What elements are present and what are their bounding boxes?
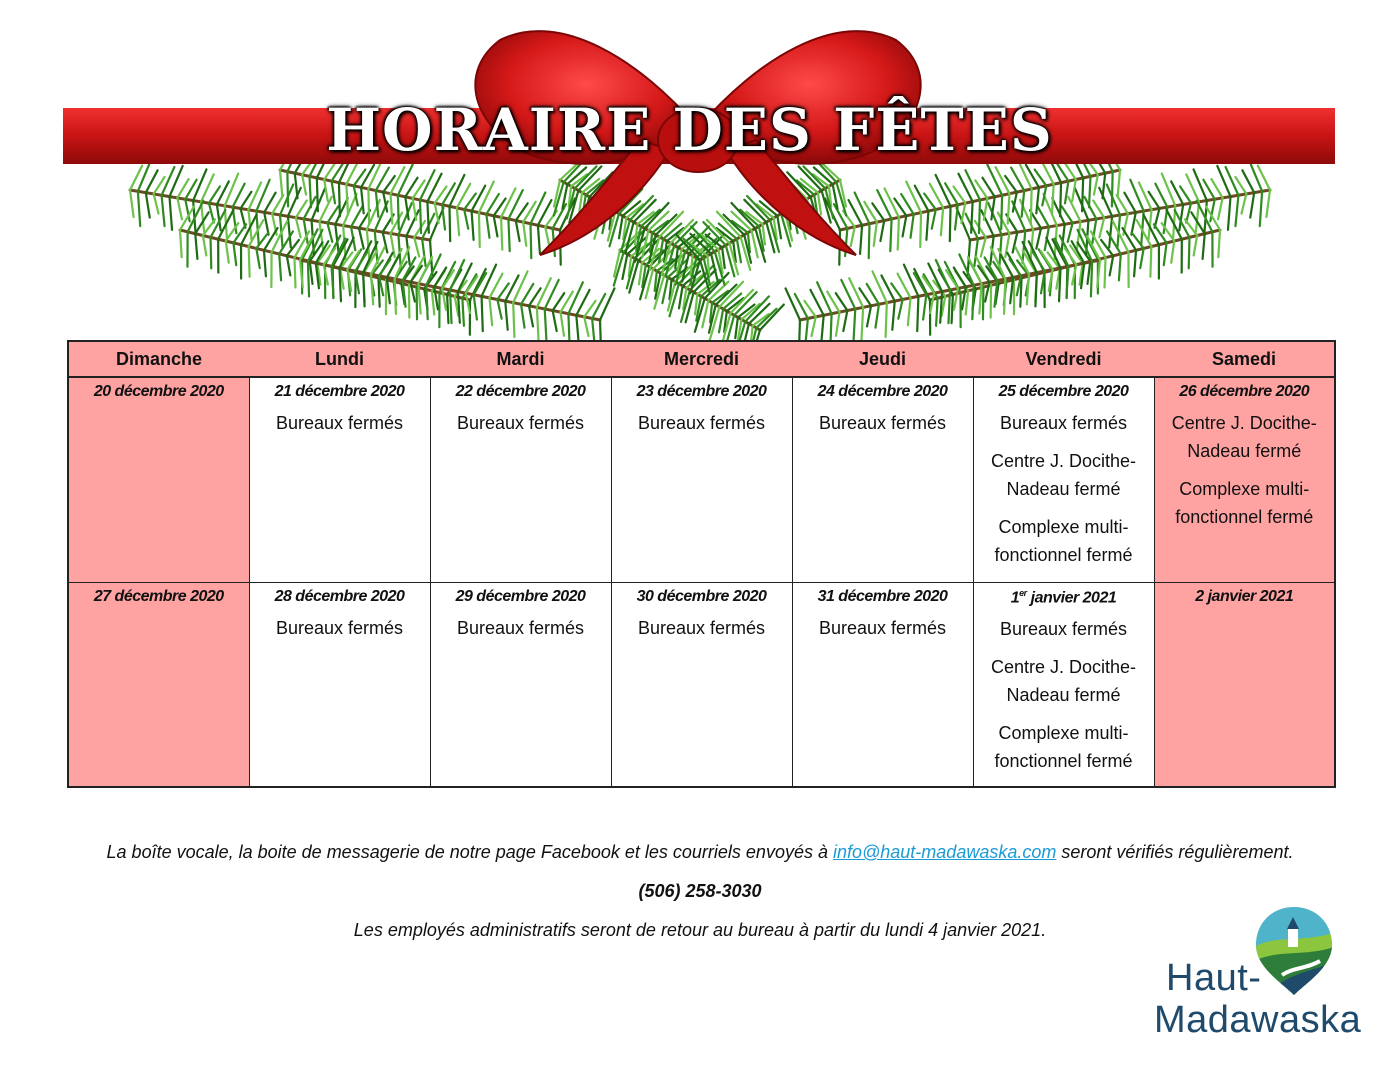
cell-date: 1er janvier 2021 (1010, 587, 1117, 606)
day-cell (249, 582, 430, 787)
page-title: HORAIRE DES FÊTES (326, 96, 1053, 164)
table-header-row (68, 341, 1335, 377)
closure-entry: Bureaux fermés (818, 413, 947, 434)
closure-entry: Bureaux fermés (818, 617, 947, 638)
day-cell (430, 377, 611, 582)
closure-entry: Complexe multi-fonctionnel fermé (1175, 479, 1314, 528)
closure-entry: Bureaux fermés (999, 413, 1128, 434)
holiday-banner (0, 0, 1397, 340)
closure-entry: Centre J. Docithe-Nadeau fermé (1171, 413, 1317, 462)
logo-text-line1: Haut- (1166, 957, 1262, 999)
phone-number: (506) 258-3030 (638, 881, 762, 901)
day-cell (1154, 377, 1335, 582)
cell-date: 28 décembre 2020 (274, 587, 405, 605)
cell-date: 22 décembre 2020 (455, 383, 586, 401)
notice-text: La boîte vocale, la boite de messagerie de notre page Facebook et les courriels envoyés à (106, 842, 833, 862)
logo-text-line2: Madawaska (1154, 999, 1362, 1041)
day-cell (611, 582, 792, 787)
day-cell (973, 582, 1154, 787)
notice-text-end: seront vérifiés régulièrement. (1056, 842, 1294, 862)
closure-entry: Bureaux fermés (456, 413, 585, 434)
closure-entry: Bureaux fermés (275, 413, 404, 434)
day-cell (792, 582, 973, 787)
closure-entry: Centre J. Docithe-Nadeau fermé (990, 656, 1137, 705)
day-cell (249, 377, 430, 582)
cell-date: 23 décembre 2020 (636, 383, 767, 401)
closure-entry: Complexe multi-fonctionnel fermé (994, 722, 1133, 771)
closure-entry: Complexe multi-fonctionnel fermé (994, 517, 1133, 566)
ribbon-bow-garland-image (0, 0, 1397, 340)
day-header-sunday: Dimanche (68, 341, 249, 377)
day-header-monday: Lundi (249, 341, 430, 377)
closure-entry: Bureaux fermés (637, 413, 766, 434)
day-cell (611, 377, 792, 582)
cell-date: 20 décembre 2020 (93, 383, 224, 401)
cell-date: 31 décembre 2020 (817, 587, 948, 605)
closure-entry: Bureaux fermés (637, 617, 766, 638)
cell-date: 24 décembre 2020 (817, 383, 948, 401)
day-header-wednesday: Mercredi (611, 341, 792, 377)
holiday-schedule-table (67, 340, 1336, 788)
day-cell (68, 377, 249, 582)
email-link[interactable]: info@haut-madawaska.com (832, 842, 1057, 862)
day-cell (430, 582, 611, 787)
day-cell (792, 377, 973, 582)
footer-notes (80, 838, 1320, 945)
cell-date: 29 décembre 2020 (455, 587, 586, 605)
cell-date: 30 décembre 2020 (636, 587, 767, 605)
day-header-friday: Vendredi (973, 341, 1154, 377)
day-header-thursday: Jeudi (792, 341, 973, 377)
day-header-saturday: Samedi (1154, 341, 1335, 377)
closure-entry: Centre J. Docithe-Nadeau fermé (990, 451, 1137, 500)
haut-madawaska-logo (1150, 905, 1380, 1045)
cell-date: 26 décembre 2020 (1179, 383, 1310, 401)
week-row (68, 377, 1335, 582)
cell-date: 2 janvier 2021 (1195, 587, 1294, 605)
cell-date: 25 décembre 2020 (998, 383, 1129, 401)
day-header-tuesday: Mardi (430, 341, 611, 377)
day-cell (68, 582, 249, 787)
location-pin-icon (1254, 905, 1334, 997)
day-cell (973, 377, 1154, 582)
closure-entry: Bureaux fermés (456, 617, 585, 638)
closure-entry: Bureaux fermés (275, 617, 404, 638)
closure-entry: Bureaux fermés (999, 618, 1128, 639)
cell-date: 21 décembre 2020 (274, 383, 405, 401)
day-cell (1154, 582, 1335, 787)
week-row (68, 582, 1335, 787)
cell-date: 27 décembre 2020 (93, 587, 224, 605)
return-notice: Les employés administratifs seront de retour au bureau à partir du lundi 4 janvier 2021. (353, 920, 1047, 940)
